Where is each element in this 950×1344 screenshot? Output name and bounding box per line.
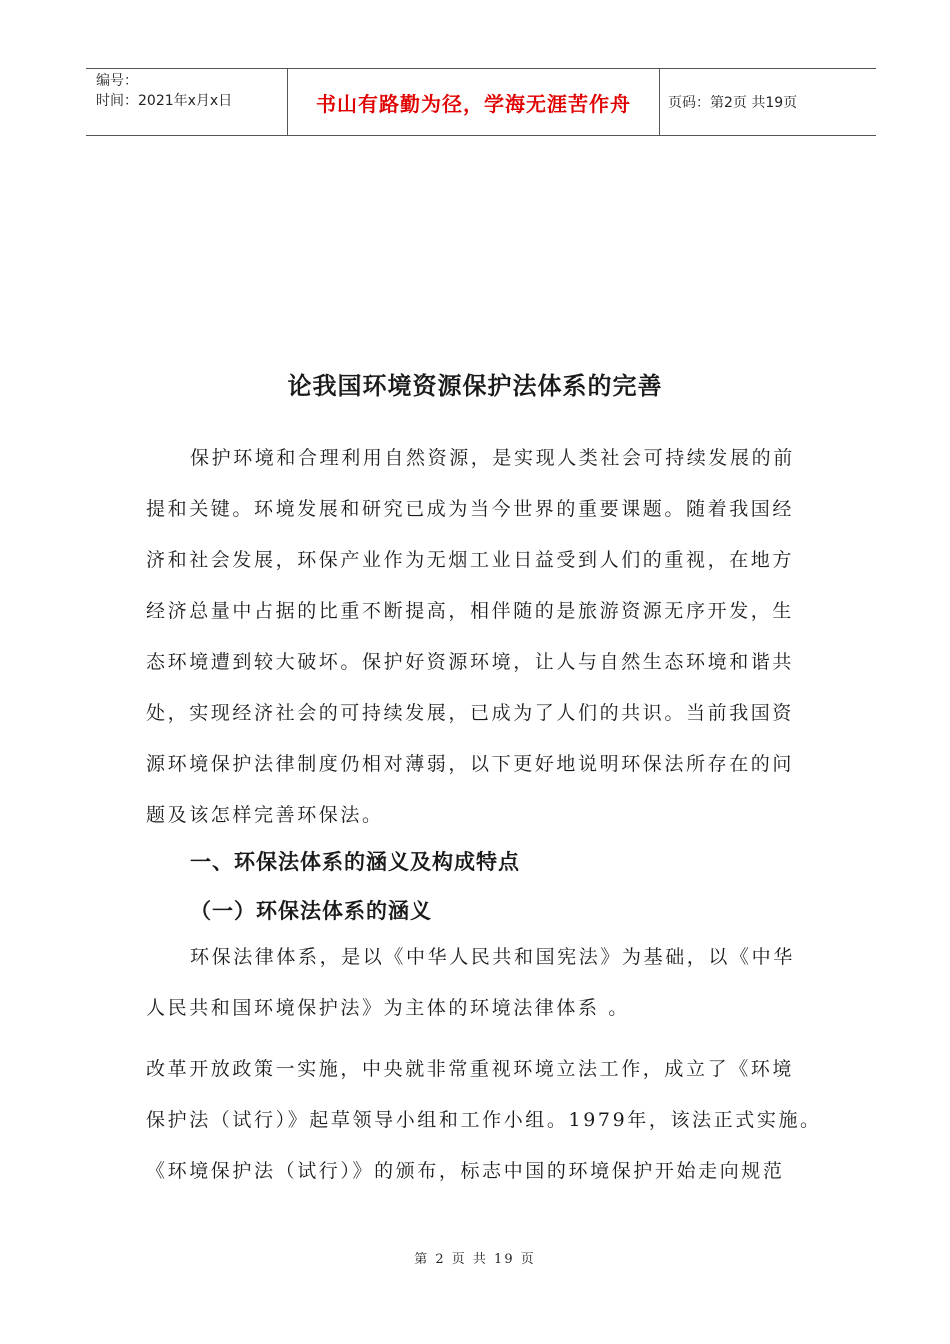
paragraph-line: 改革开放政策一实施，中央就非常重视环境立法工作，成立了《环境: [146, 1058, 795, 1080]
header-meta: [86, 69, 287, 135]
intro-line: 题及该怎样完善环保法。: [146, 804, 384, 826]
paragraph-line: 保护法（试行）》起草领导小组和工作小组。1979年，该法正式实施。: [146, 1109, 822, 1131]
page-footer: 第 2 页 共 19 页: [414, 1252, 536, 1267]
paragraph-line: 人民共和国环境保护法》为主体的环境法律体系 。: [146, 997, 630, 1019]
section-heading: 一、环保法体系的涵义及构成特点: [190, 850, 520, 874]
document-number-label: 编号：: [96, 73, 138, 89]
paragraph-line: 环保法律体系，是以《中华人民共和国宪法》为基础，以《中华: [190, 946, 795, 968]
header-motto: 书山有路勤为径，学海无涯苦作舟: [287, 69, 660, 135]
intro-line: 态环境遭到较大破坏。保护好资源环境，让人与自然生态环境和谐共: [146, 651, 795, 673]
paragraph-line: 《环境保护法（试行）》的颁布，标志中国的环境保护开始走向规范: [146, 1160, 785, 1182]
intro-line: 济和社会发展，环保产业作为无烟工业日益受到人们的重视，在地方: [146, 549, 795, 571]
intro-line: 经济总量中占据的比重不断提高，相伴随的是旅游资源无序开发，生: [146, 600, 795, 622]
document-time-label: 时间：2021年x月x日: [96, 93, 233, 109]
intro-line: 保护环境和合理利用自然资源，是实现人类社会可持续发展的前: [190, 447, 795, 469]
document-title: 论我国环境资源保护法体系的完善: [287, 372, 663, 400]
intro-line: 源环境保护法律制度仍相对薄弱，以下更好地说明环保法所存在的问: [146, 753, 795, 775]
page-header: [86, 68, 876, 136]
intro-line: 提和关键。环境发展和研究已成为当今世界的重要课题。随着我国经: [146, 498, 795, 520]
intro-line: 处，实现经济社会的可持续发展，已成为了人们的共识。当前我国资: [146, 702, 795, 724]
subsection-heading: （一）环保法体系的涵义: [190, 899, 432, 923]
header-page-number: 页码：第2页 共19页: [668, 95, 798, 111]
